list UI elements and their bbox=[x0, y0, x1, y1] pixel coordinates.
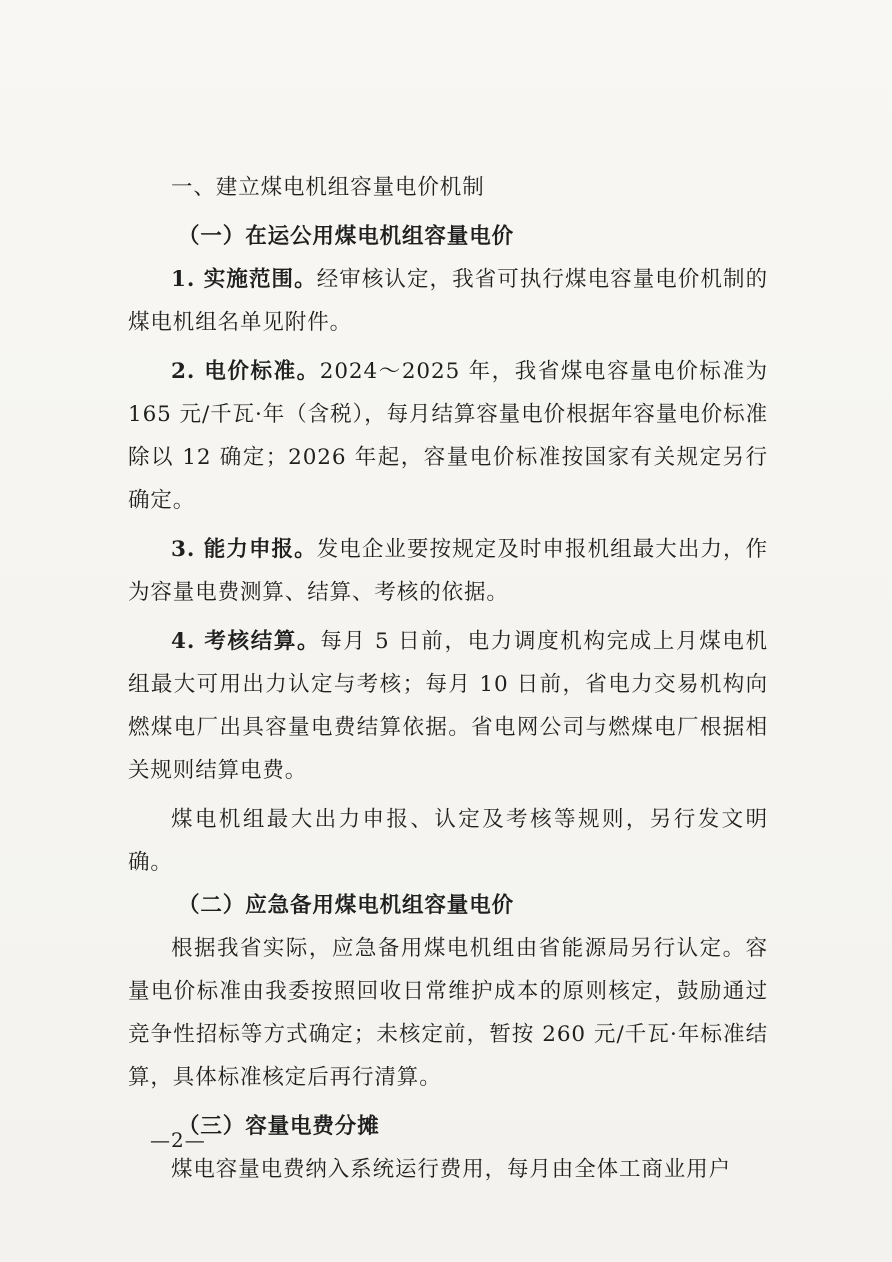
item-4-paragraph bbox=[128, 620, 768, 792]
item-4-lead: 4. 考核结算。 bbox=[171, 629, 321, 654]
subsection-3-title: （三）容量电费分摊 bbox=[178, 1114, 380, 1139]
item-3-lead: 3. 能力申报。 bbox=[171, 537, 317, 562]
item-1-lead: 1. 实施范围。 bbox=[171, 267, 317, 292]
page-number: —2— bbox=[150, 1128, 206, 1152]
subsection-3-paragraph: 煤电容量电费纳入系统运行费用，每月由全体工商业用户 bbox=[171, 1157, 732, 1182]
section-heading: 一、建立煤电机组容量电价机制 bbox=[171, 175, 485, 200]
subsection-2-title: （二）应急备用煤电机组容量电价 bbox=[178, 893, 515, 918]
subsection-1-title: （一）在运公用煤电机组容量电价 bbox=[178, 224, 515, 249]
closing-paragraph: 煤电机组最大出力申报、认定及考核等规则，另行发文明确。 bbox=[128, 807, 768, 875]
item-2-lead: 2. 电价标准。 bbox=[171, 359, 320, 384]
document-body bbox=[128, 166, 768, 1191]
item-2-text: 2024～2025 年，我省煤电容量电价标准为 165 元/千瓦·年（含税），每月结算容量电价根据年容量电价标准除以 12 确定；2026 年起，容量电价标准按国家有关规定另行确定。 bbox=[128, 359, 768, 513]
item-3-text: 发电企业要按规定及时申报机组最大出力，作为容量电费测算、结算、考核的依据。 bbox=[128, 537, 768, 605]
item-1-paragraph bbox=[128, 258, 768, 344]
item-3-paragraph bbox=[128, 528, 768, 614]
subsection-2-paragraph: 根据我省实际，应急备用煤电机组由省能源局另行认定。容量电价标准由我委按照回收日常维护成本的原则核定，鼓励通过竞争性招标等方式确定；未核定前，暂按 260 元/千瓦·年标准结算，具体标准核定后再行清算。 bbox=[128, 936, 768, 1090]
item-2-paragraph bbox=[128, 350, 768, 522]
item-1-text: 经审核认定，我省可执行煤电容量电价机制的煤电机组名单见附件。 bbox=[128, 267, 768, 335]
item-4-text: 每月 5 日前，电力调度机构完成上月煤电机组最大可用出力认定与考核；每月 10 日前，省电力交易机构向燃煤电厂出具容量电费结算依据。省电网公司与燃煤电厂根据相关规则结算电费。 bbox=[128, 629, 768, 783]
